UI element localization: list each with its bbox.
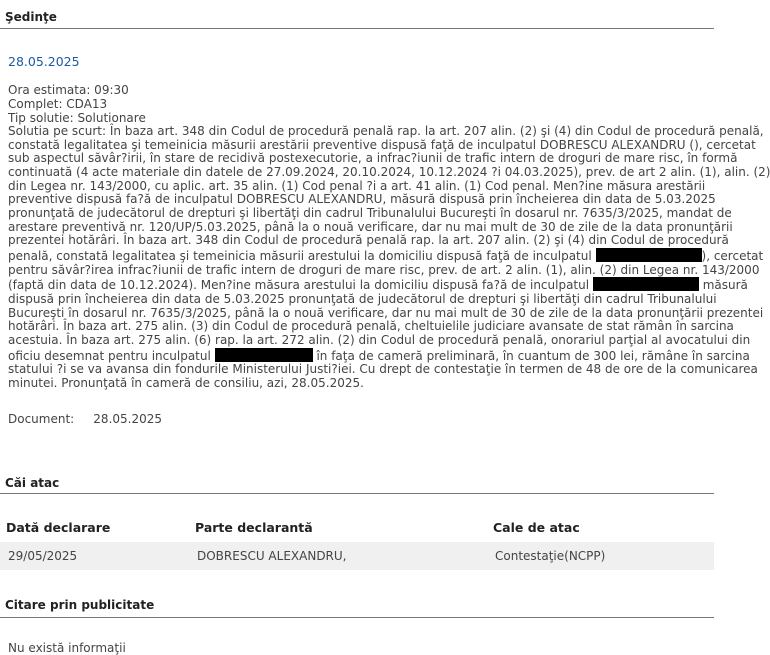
section-title-sedinte: Şedinţe	[5, 10, 57, 24]
complet: Complet: CDA13	[8, 97, 108, 111]
document-label: Document:	[8, 412, 75, 426]
solutie-text: ), cercetat pentru săvâr?irea infrac?iunii de trafic intern de droguri de mare risc, prev. de art. 2 alin. (1), alin. (2) din Legea nr. 143/2000 (faptă din data de 10.12.2024). Men?ine măsura arestului la domiciliu dispusă fa?ă de inculpatul	[8, 248, 764, 293]
document-row	[8, 412, 162, 426]
redaction-box	[215, 348, 313, 362]
solutie-text: Solutia pe scurt: În baza art. 348 din Codul de procedură penală rap. la art. 207 alin. (2) şi (4) din Codul de procedură penală, constată legalitatea şi temeinicia măsurii arestării preventive dispusă faţă de inculpatul DOBRESCU ALEXANDRU (), cercetat sub aspectul săvâr?irii, în stare de recidivă postexecutorie, a infrac?iunii de trafic intern de droguri de mare risc, în formă continuată (4 acte materiale din datele de 27.09.2024, 20.10.2024, 10.12.2024 ?i 04.03.2025), prev. de art 2 alin. (1), alin. (2) din Legea nr. 143/2000, cu aplic. art. 35 alin. (1) Cod penal ?i a art. 41 alin. (1) Cod penal. Men?ine măsura arestării preventive dispusă fa?ă de inculpatul DOBRESCU ALEXANDRU, măsură dispusă prin încheierea din data de 5.03.2025 pronunţată de judecătorul de drepturi şi libertăţi din cadrul Tribunalului Bucureşti în dosarul nr. 7635/3/2025, mandat de arestare preventivă nr. 120/UP/5.03.2025, până la o nouă verificare, dar nu mai mult de 30 de zile de la data pronunţării prezentei hotărâri. În baza art. 348 din Codul de procedură penală rap. la art. 207 alin. (2) şi (4) din Codul de procedură penală, constată legalitatea şi temeinicia măsurii arestului la domiciliu dispusă faţă de inculpatul	[8, 124, 770, 263]
redaction-box	[593, 277, 699, 291]
empty-state-text: Nu există informaţii	[8, 641, 126, 655]
solutie-text: măsură dispusă prin încheierea din data de 5.03.2025 pronunţată de judecătorul de drepturi şi libertăţi din cadrul Tribunalului Bucureşti în dosarul nr. 7635/3/2025, până la o nouă verificare, dar nu mai mult de 30 de zile de la data pronunţării prezentei hotărâri. În baza art. 275 alin. (3) din Codul de procedură penală, cheltuielile judiciare avansate de stat rămân în sarcina acestuia. În baza art. 275 alin. (6) rap. la art. 272 alin. (2) din Codul de procedură penală, onorariul parţial al avocatului din oficiu desemnat pentru inculpatul	[8, 278, 764, 363]
section-divider	[0, 617, 714, 618]
col-header-data-declarare: Dată declarare	[6, 520, 111, 535]
section-divider	[0, 493, 714, 494]
cell-cale-de-atac: Contestaţie(NCPP)	[495, 549, 606, 563]
section-divider	[0, 28, 714, 29]
session-date-link[interactable]: 28.05.2025	[8, 54, 80, 69]
col-header-cale-de-atac: Cale de atac	[493, 520, 580, 535]
solutie-pe-scurt	[8, 124, 770, 390]
solutie-text: în faţa de cameră preliminară, în cuantum de 300 lei, rămâne în sarcina statului ?i se va avansa din fondurile Ministerului Justi?iei. Cu drept de contestaţie în termen de 48 de ore de la comunicarea minutei. Pronunţată în cameră de consiliu, azi, 28.05.2025.	[8, 348, 758, 390]
section-title-citare: Citare prin publicitate	[5, 598, 155, 612]
table-row	[0, 542, 714, 570]
document-date: 28.05.2025	[93, 412, 163, 426]
col-header-parte-declaranta: Parte declarantă	[195, 520, 313, 535]
cell-parte-declaranta: DOBRESCU ALEXANDRU,	[197, 549, 347, 563]
redaction-box	[596, 248, 702, 262]
section-title-cai-atac: Căi atac	[5, 476, 60, 490]
ora-estimata: Ora estimata: 09:30	[8, 83, 129, 97]
cell-data-declarare: 29/05/2025	[8, 549, 78, 563]
tip-solutie: Tip solutie: Solutionare	[8, 111, 146, 125]
